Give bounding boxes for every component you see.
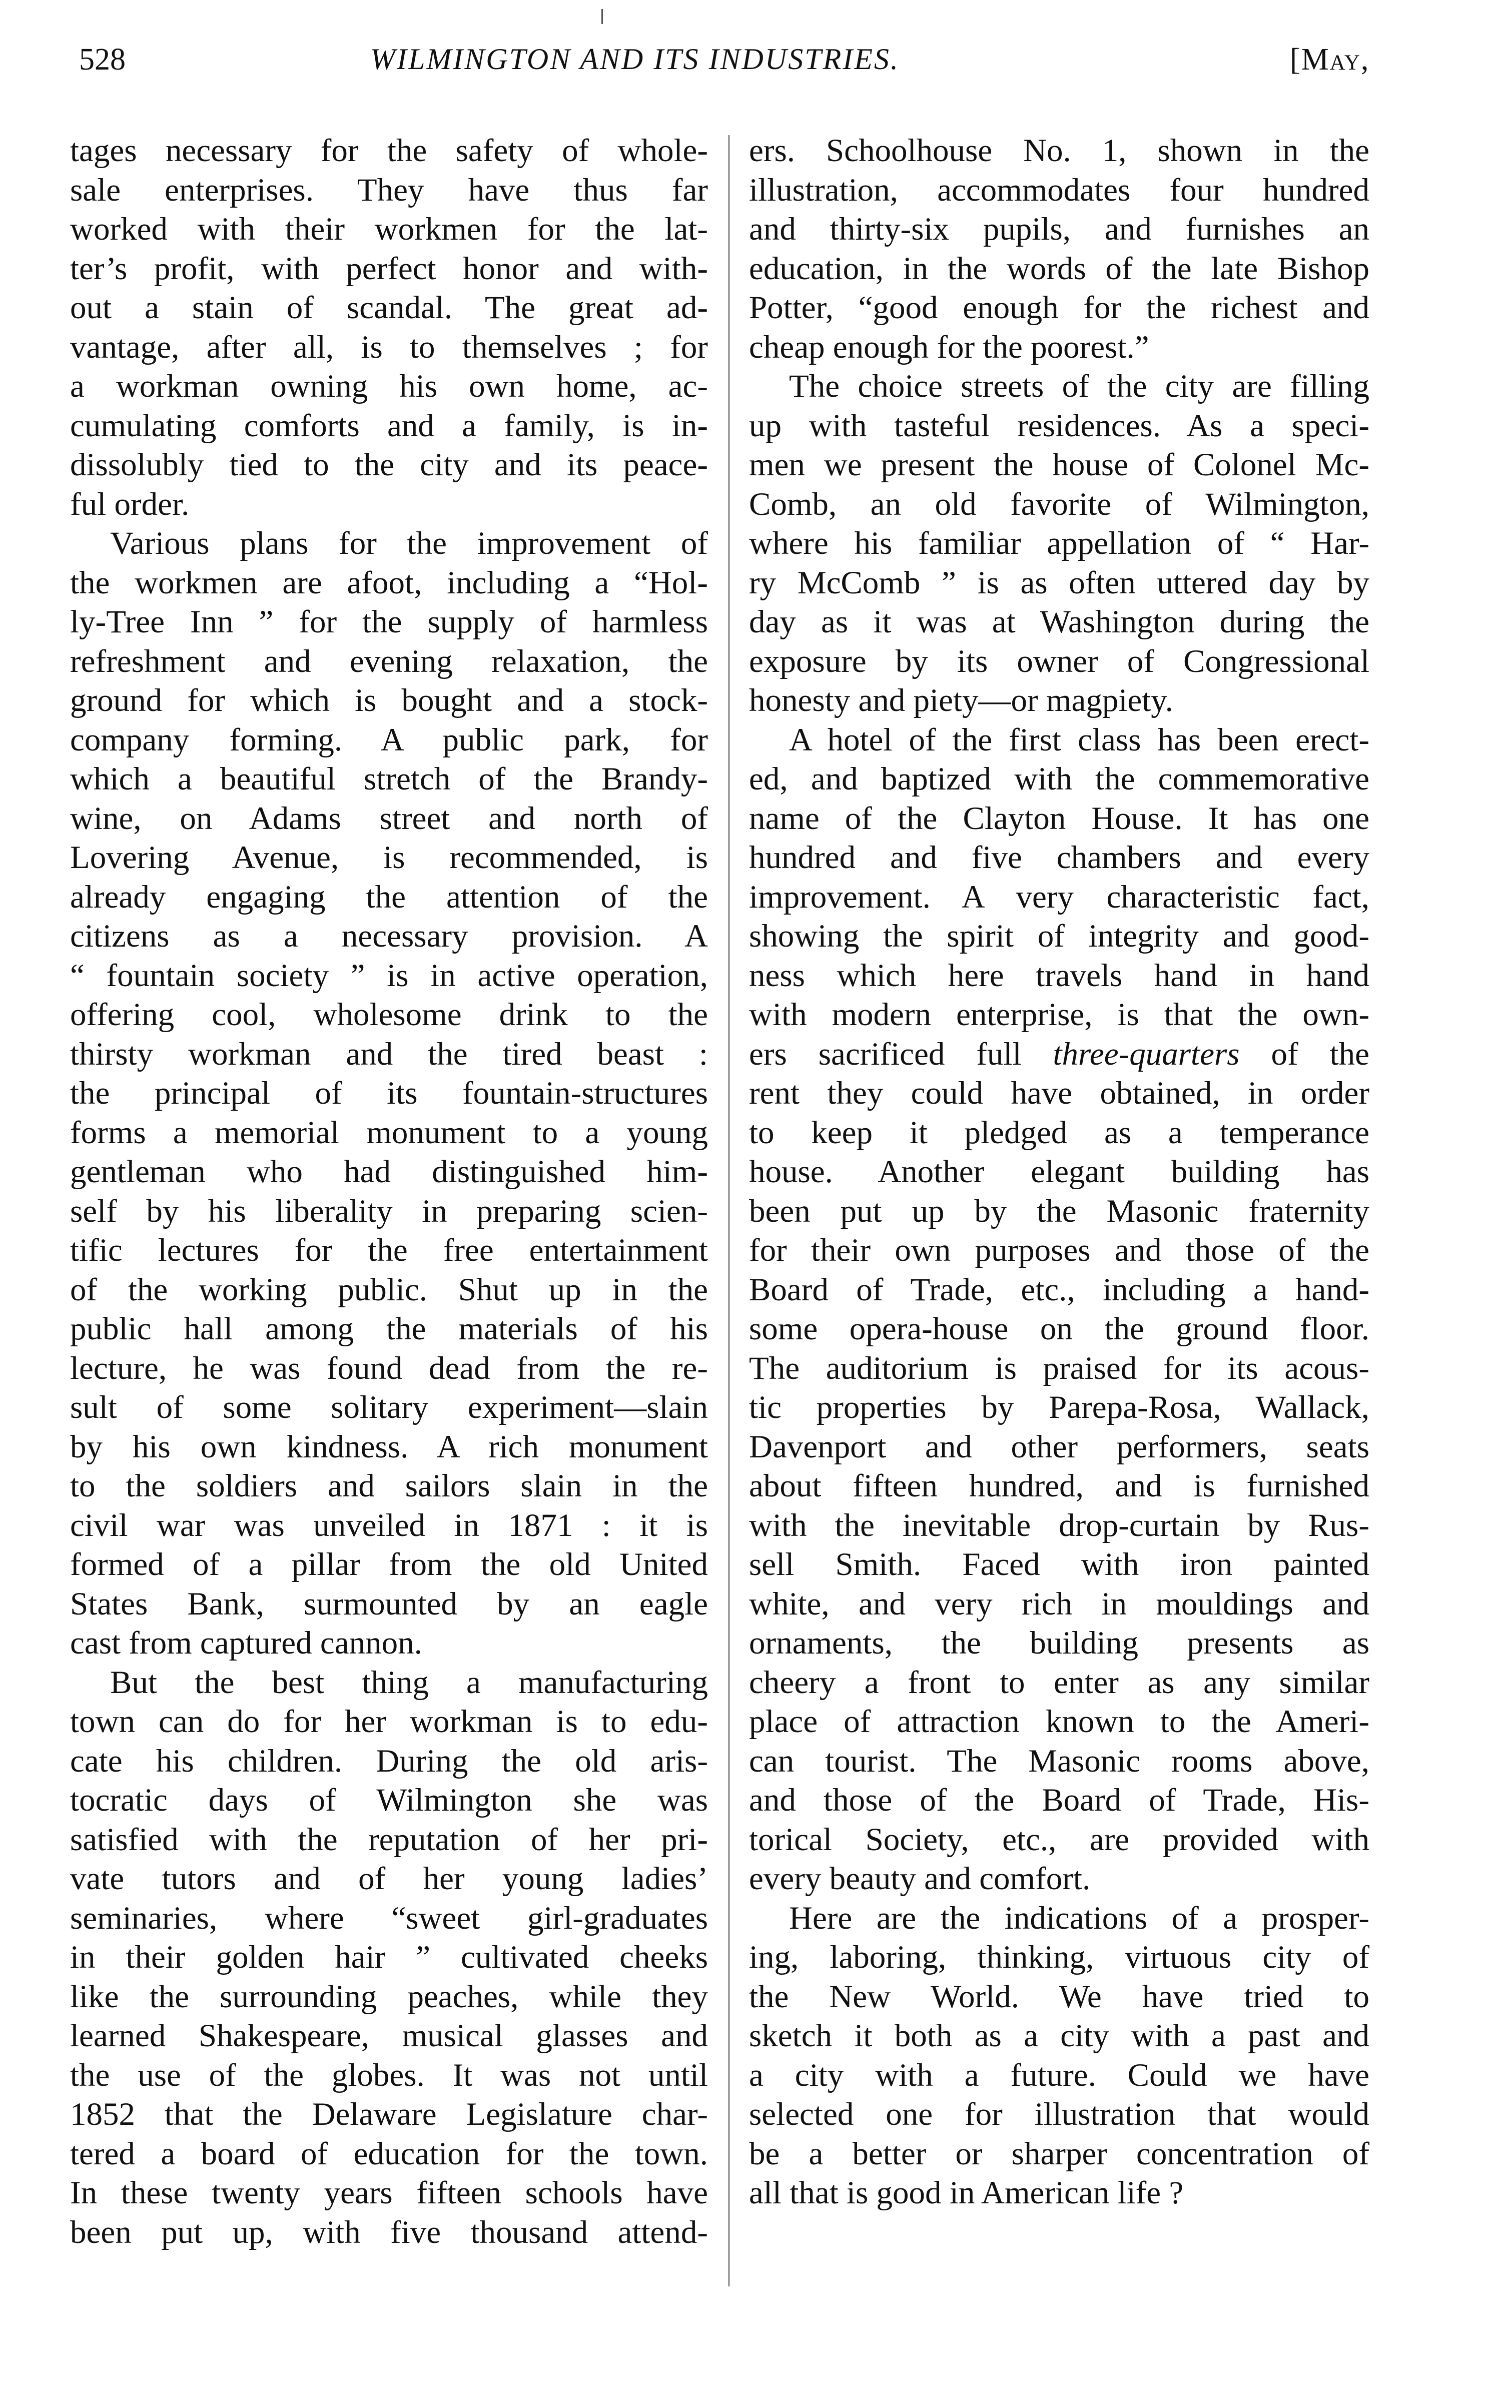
text-line: can tourist. The Masonic rooms above, <box>749 1743 1369 1779</box>
text-line: like the surrounding peaches, while they <box>70 1978 708 2015</box>
text-line: Various plans for the improvement of <box>110 525 708 561</box>
text-line: sult of some solitary experiment—slain <box>70 1389 708 1425</box>
text-line: company forming. A public park, for <box>70 721 708 758</box>
text-line: ness which here travels hand in hand <box>749 957 1369 994</box>
right-column <box>749 131 1369 2213</box>
text-line: the New World. We have tried to <box>749 1978 1369 2015</box>
text-line: and those of the Board of Trade, His- <box>749 1782 1369 1818</box>
text-line: sell Smith. Faced with iron painted <box>749 1546 1369 1582</box>
text-line: by his own kindness. A rich monument <box>70 1428 708 1465</box>
text-line: a city with a future. Could we have <box>749 2057 1369 2093</box>
text-line: all that is good in American life ? <box>749 2175 1184 2211</box>
text-line: be a better or sharper concentration of <box>749 2135 1369 2172</box>
text-line: ornaments, the building presents as <box>749 1625 1369 1661</box>
text-line: rent they could have obtained, in order <box>749 1075 1369 1111</box>
text-line: illustration, accommodates four hundred <box>749 172 1369 208</box>
text-line: Board of Trade, etc., including a hand- <box>749 1271 1369 1308</box>
text-line: place of attraction known to the Ameri- <box>749 1704 1369 1740</box>
text-line: States Bank, surmounted by an eagle <box>70 1585 708 1622</box>
running-title: WILMINGTON AND ITS INDUSTRIES. <box>370 43 900 76</box>
text-line: day as it was at Washington during the <box>749 604 1369 640</box>
text-line: ing, laboring, thinking, virtuous city of <box>749 1939 1369 1975</box>
page-number: 528 <box>79 43 126 77</box>
text-line: learned Shakespeare, musical glasses and <box>70 2018 708 2054</box>
text-line: white, and very rich in mouldings and <box>749 1585 1369 1622</box>
text-line: Here are the indications of a prosper- <box>789 1900 1369 1936</box>
text-line: In these twenty years fifteen schools have <box>70 2175 708 2211</box>
text-line: up with tasteful residences. As a speci- <box>749 407 1369 444</box>
text-line: refreshment and evening relaxation, the <box>70 643 708 679</box>
text-line: to the soldiers and sailors slain in the <box>70 1468 708 1504</box>
text-line: “ fountain society ” is in active operation, <box>70 957 708 994</box>
text-line: tific lectures for the free entertainment <box>70 1232 708 1268</box>
text-line: Comb, an old favorite of Wilmington, <box>749 486 1369 522</box>
text-line: sale enterprises. They have thus far <box>70 172 708 208</box>
text-line: tic properties by Parepa-Rosa, Wallack, <box>749 1389 1369 1425</box>
text-line <box>749 1035 1369 1074</box>
text-line: citizens as a necessary provision. A <box>70 918 708 954</box>
text-line: The auditorium is praised for its acous- <box>749 1350 1369 1386</box>
text-line: out a stain of scandal. The great ad- <box>70 290 708 326</box>
text-segment: ers sacrificed full <box>749 1036 1053 1072</box>
text-line: education, in the words of the late Bishop <box>749 250 1369 287</box>
text-line: which a beautiful stretch of the Brandy- <box>70 761 708 797</box>
text-line: cate his children. During the old aris- <box>70 1743 708 1779</box>
text-line: ful order. <box>70 486 190 522</box>
text-line: to keep it pledged as a temperance <box>749 1114 1369 1151</box>
text-line: with the inevitable drop-curtain by Rus- <box>749 1507 1369 1543</box>
text-line: thirsty workman and the tired beast : <box>70 1036 708 1072</box>
scan-artifact <box>601 9 603 24</box>
text-line: self by his liberality in preparing scien- <box>70 1193 708 1229</box>
text-line: a workman owning his own home, ac- <box>70 368 708 404</box>
text-line: cast from captured cannon. <box>70 1625 422 1661</box>
text-line: tocratic days of Wilmington she was <box>70 1782 708 1818</box>
text-line: ter’s profit, with perfect honor and with- <box>70 250 708 287</box>
text-line: been put up, with five thousand attend- <box>70 2214 708 2250</box>
text-line: The choice streets of the city are filling <box>789 368 1369 404</box>
text-line: selected one for illustration that would <box>749 2096 1369 2132</box>
text-line: the workmen are afoot, including a “Hol- <box>70 564 708 601</box>
text-line: cheery a front to enter as any similar <box>749 1664 1369 1701</box>
text-line: vantage, after all, is to themselves ; for <box>70 329 708 365</box>
text-line: every beauty and comfort. <box>749 1861 1091 1897</box>
column-rule <box>728 135 729 2286</box>
text-line: town can do for her workman is to edu- <box>70 1704 708 1740</box>
text-line: tered a board of education for the town. <box>70 2135 708 2172</box>
italic-emphasis: three-quarters <box>1053 1036 1240 1072</box>
text-line: with modern enterprise, is that the own- <box>749 997 1369 1033</box>
text-line: ground for which is bought and a stock- <box>70 682 708 718</box>
text-line: exposure by its owner of Congressional <box>749 643 1369 679</box>
text-line: dissolubly tied to the city and its peace- <box>70 447 708 483</box>
text-segment: of the <box>1239 1036 1369 1072</box>
text-line: Davenport and other performers, seats <box>749 1428 1369 1465</box>
text-line: sketch it both as a city with a past and <box>749 2018 1369 2054</box>
text-line: about fifteen hundred, and is furnished <box>749 1468 1369 1504</box>
text-line: wine, on Adams street and north of <box>70 800 708 837</box>
text-line: worked with their workmen for the lat- <box>70 211 708 247</box>
text-line: 1852 that the Delaware Legislature char- <box>70 2096 708 2132</box>
text-line: lecture, he was found dead from the re- <box>70 1350 708 1386</box>
text-line: public hall among the materials of his <box>70 1311 708 1347</box>
text-line: tages necessary for the safety of whole- <box>70 133 708 169</box>
text-line: offering cool, wholesome drink to the <box>70 997 708 1033</box>
text-line: showing the spirit of integrity and good- <box>749 918 1369 954</box>
text-line: the principal of its fountain-structures <box>70 1075 708 1111</box>
text-line: men we present the house of Colonel Mc- <box>749 447 1369 483</box>
text-line: already engaging the attention of the <box>70 879 708 915</box>
text-line: ers. Schoolhouse No. 1, shown in the <box>749 133 1369 169</box>
text-line: in their golden hair ” cultivated cheeks <box>70 1939 708 1975</box>
text-line: ed, and baptized with the commemorative <box>749 761 1369 797</box>
left-column <box>70 131 708 2252</box>
text-line: house. Another elegant building has <box>749 1154 1369 1190</box>
text-line: been put up by the Masonic fraternity <box>749 1193 1369 1229</box>
text-line: formed of a pillar from the old United <box>70 1546 708 1582</box>
text-line: the use of the globes. It was not until <box>70 2057 708 2093</box>
text-line: satisfied with the reputation of her pri- <box>70 1821 708 1858</box>
text-line: But the best thing a manufacturing <box>110 1664 708 1701</box>
text-line: honesty and piety—or magpiety. <box>749 682 1173 718</box>
text-line: civil war was unveiled in 1871 : it is <box>70 1507 708 1543</box>
text-line: ly-Tree Inn ” for the supply of harmless <box>70 604 708 640</box>
text-line: seminaries, where “sweet girl-graduates <box>70 1900 708 1936</box>
text-line: Potter, “good enough for the richest and <box>749 290 1369 326</box>
issue-month: [May, <box>1290 43 1370 77</box>
text-line: improvement. A very characteristic fact, <box>749 879 1369 915</box>
text-line: torical Society, etc., are provided with <box>749 1821 1369 1858</box>
text-line: where his familiar appellation of “ Har- <box>749 525 1369 561</box>
text-line: for their own purposes and those of the <box>749 1232 1369 1268</box>
text-line: A hotel of the first class has been erect- <box>789 721 1369 758</box>
text-line: some opera-house on the ground floor. <box>749 1311 1369 1347</box>
text-line: name of the Clayton House. It has one <box>749 800 1369 837</box>
text-line: vate tutors and of her young ladies’ <box>70 1861 708 1897</box>
text-line: of the working public. Shut up in the <box>70 1271 708 1308</box>
text-line: cumulating comforts and a family, is in- <box>70 407 708 444</box>
text-line: and thirty-six pupils, and furnishes an <box>749 211 1369 247</box>
text-line: cheap enough for the poorest.” <box>749 329 1149 365</box>
text-line: ry McComb ” is as often uttered day by <box>749 564 1369 601</box>
text-line: gentleman who had distinguished him- <box>70 1154 708 1190</box>
running-header <box>0 42 1512 92</box>
text-line: forms a memorial monument to a young <box>70 1114 708 1151</box>
text-line: Lovering Avenue, is recommended, is <box>70 840 708 876</box>
text-line: hundred and five chambers and every <box>749 840 1369 876</box>
